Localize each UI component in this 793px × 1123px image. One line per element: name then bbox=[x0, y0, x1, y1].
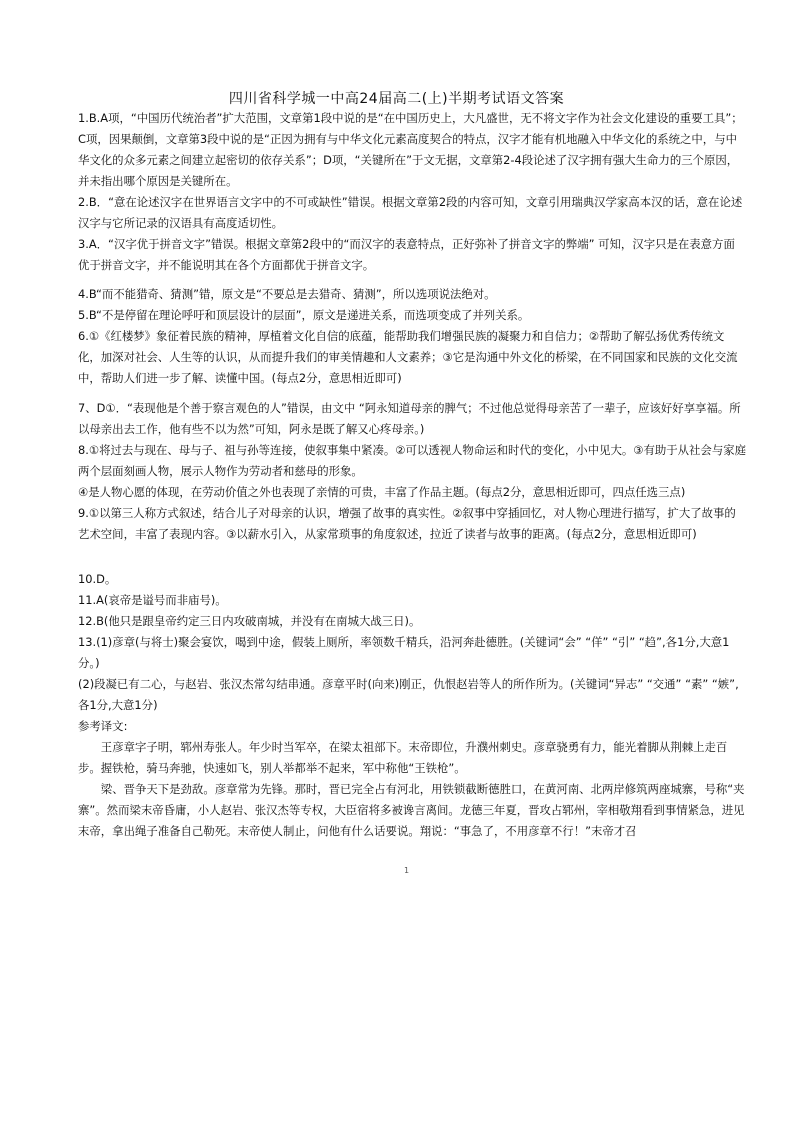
answers-group-1 bbox=[78, 108, 746, 276]
translation-heading: 参考译文: bbox=[78, 719, 128, 733]
answer-5: 5.B“不是停留在理论呼吁和顶层设计的层面”，原文是递进关系，而选项变成了并列关系。 bbox=[78, 308, 530, 322]
translation-paragraph-2: 梁、晋争天下是劲敌。彦章常为先锋。那时，晋已完全占有河北，用铁锁截断德胜口，在黄河南、北两岸修筑两座城寨，号称“夹寨”。然而梁末帝昏庸，小人赵岩、张汉杰等专权，大臣宿将多被谗言离间。龙德三年夏，晋攻占郓州，宰相敬翔看到事情紧急，进见末帝，拿出绳子准备自己勒死。末帝使人制止，问他有什么话要说。翔说：“事急了，不用彦章不行！”末帝才召 bbox=[78, 782, 745, 838]
answer-12: 12.B(他只是跟皇帝约定三日内攻破南城，并没有在南城大战三日)。 bbox=[78, 614, 421, 628]
answer-8-continued: ④是人物心愿的体现，在劳动价值之外也表现了亲情的可贵，丰富了作品主题。(每点2分，意思相近即可，四点任选三点) bbox=[78, 485, 686, 499]
answer-11: 11.A(哀帝是谥号而非庙号)。 bbox=[78, 593, 227, 607]
answer-4: 4.B“而不能猎奇、猜测”错，原文是“不要总是去猎奇、猜测”，所以选项说法绝对。 bbox=[78, 287, 496, 301]
translation-paragraph-1: 王彦章字子明，郓州寿张人。年少时当军卒，在梁太祖部下。末帝即位，升濮州刺史。彦章骁勇有力，能光着脚从荆棘上走百步。握铁枪，骑马奔驰，快速如飞，别人举都举不起来，军中称他“王铁枪”。 bbox=[78, 740, 728, 775]
answer-10: 10.D。 bbox=[78, 572, 117, 586]
answer-9: 9.①以第三人称方式叙述，结合儿子对母亲的认识，增强了故事的真实性。②叙事中穿插回忆，对人物心理进行描写，扩大了故事的艺术空间，丰富了表现内容。③以薪水引入，从家常琐事的角度叙述，拉近了读者与故事的距离。(每点2分，意思相近即可) bbox=[78, 506, 736, 541]
answers-group-2 bbox=[78, 284, 746, 389]
answers-group-4 bbox=[78, 569, 746, 842]
answer-8: 8.①将过去与现在、母与子、祖与孙等连接，使叙事集中紧凑。②可以透视人物命运和时代的变化，小中见大。③有助于从社会与家庭两个层面刻画人物，展示人物作为劳动者和慈母的形象。 bbox=[78, 443, 746, 478]
answer-6: 6.①《红楼梦》象征着民族的精神，厚植着文化自信的底蕴，能帮助我们增强民族的凝聚力和自信力；②帮助了解弘扬优秀传统文化，加深对社会、人生等的认识，从而提升我们的审美情趣和人文素养；③它是沟通中外文化的桥梁，在不同国家和民族的文化交流中，帮助人们进一步了解、读懂中国。(每点2分，意思相近即可) bbox=[78, 329, 738, 385]
answer-1: 1.B.A项，“中国历代统治者”扩大范围，文章第1段中说的是“在中国历史上，大凡盛世，无不将文字作为社会文化建设的重要工具”；C项，因果颠倒，文章第3段中说的是“正因为拥有与中华文化元素高度契合的特点，汉字才能有机地融入中华文化的系统之中，与中华文化的众多元素之间建立起密切的依存关系”；D项，“关键所在”于文无据，文章第2-4段论述了汉字拥有强大生命力的三个原因，并未指出哪个原因是关键所在。 bbox=[78, 111, 743, 188]
page-number: 1 bbox=[404, 866, 410, 875]
answer-13-1: 13.(1)彦章(与将士)聚会宴饮，喝到中途，假装上厕所，率领数千精兵，沿河奔赴德胜。(关键词“会” “佯” “引” “趋”,各1分,大意1分。) bbox=[78, 635, 730, 670]
answer-13-2: (2)段凝已有二心，与赵岩、张汉杰常勾结串通。彦章平时(向来)刚正，仇恨赵岩等人的所作所为。(关键词“异志” “交通” “素” “嫉”,各1分,大意1分) bbox=[78, 677, 739, 712]
answer-2: 2.B．“意在论述汉字在世界语言文字中的不可或缺性”错误。根据文章第2段的内容可知，文章引用瑞典汉学家高本汉的话，意在论述汉字与它所记录的汉语具有高度适切性。 bbox=[78, 195, 743, 230]
answer-7: 7、D①．“表现他是个善于察言观色的人”错误，由文中 “阿永知道母亲的脾气；不过他总觉得母亲苦了一辈子，应该好好享享福。所以母亲出去工作，他有些不以为然”可知，阿永是既了解又心疼母亲。) bbox=[78, 401, 741, 436]
page-title: 四川省科学城一中高24届高二(上)半期考试语文答案 bbox=[228, 91, 565, 107]
answers-group-3 bbox=[78, 398, 746, 545]
answer-3: 3.A．“汉字优于拼音文字”错误。根据文章第2段中的“而汉字的表意特点，正好弥补了拼音文字的弊端” 可知，汉字只是在表意方面优于拼音文字，并不能说明其在各个方面都优于拼音文字。 bbox=[78, 237, 735, 272]
